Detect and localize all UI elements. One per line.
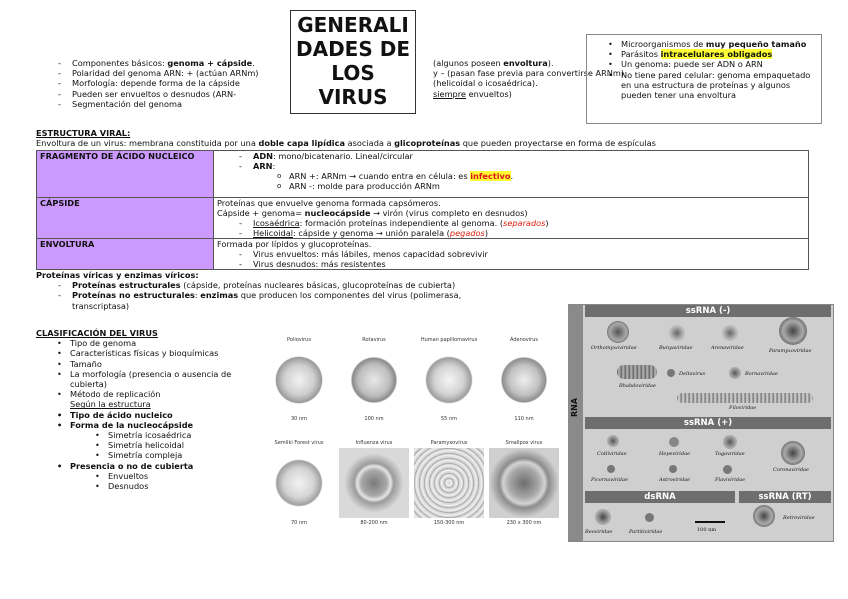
family-label: Hepeviridae <box>659 451 691 457</box>
list-item: • Características físicas y bioquímicas <box>56 348 266 358</box>
virus-icon <box>723 465 732 474</box>
virus-icon <box>677 393 813 403</box>
family-label: Picornaviridae <box>591 477 628 483</box>
virus-icon <box>669 465 677 473</box>
list-item: • Desnudos <box>94 481 266 491</box>
family-label: Coltiviridae <box>597 451 627 457</box>
virus-icon <box>607 321 629 343</box>
list-item: • Parásitos intracelulares obligados <box>607 49 813 59</box>
list-item: • Tipo de genoma <box>56 338 266 348</box>
row-content: Proteínas que envuelve genoma formada capsómeros. Cápside + genoma= nucleocápside → virón (virus completo en desnudos) - Icosaédrica: formación proteínas independiente al genoma. (separados) - Helicoidal: cápside y genoma → unión paralela (pegados) <box>214 198 809 239</box>
ssrna-rt-bar: ssRNA (RT) <box>739 491 831 503</box>
poliovirus-image <box>264 345 334 415</box>
smallpox-virus-image <box>489 448 559 518</box>
family-label: Deltavirus <box>679 371 706 377</box>
row-label: ENVOLTURA <box>37 239 214 270</box>
structure-intro: Envoltura de un virus: membrana constituida por una doble capa lipídica asociada a glicoproteínas que pueden proyectarse en forma de espículas <box>36 138 656 149</box>
list-item: - Pueden ser envueltos o desnudos (ARN- <box>58 89 286 99</box>
influenza-virus-image <box>339 448 409 518</box>
virus-icon <box>607 435 619 447</box>
photo-scale: 55 nm <box>441 416 457 422</box>
rna-virus-families-figure <box>568 304 834 542</box>
note-line: y – (pasan fase previa para convertirse ARNm) <box>433 68 625 79</box>
note-line: (helicoidal o icosaédrica). <box>433 78 538 89</box>
note-line: (algunos poseen envoltura). <box>433 58 554 68</box>
row-content: Formada por lípidos y glucoproteínas. - Virus envueltos: más lábiles, menos capacidad sobrevivir - Virus desnudos: más resistentes <box>214 239 809 270</box>
table-row <box>37 198 809 239</box>
section-heading: Proteínas víricas y enzimas víricos: <box>36 270 199 280</box>
family-label: Togaviridae <box>715 451 745 457</box>
family-label: Rhabdoviridae <box>619 383 656 389</box>
proteins-section: Proteínas víricas y enzimas víricos: - Proteínas estructurales (cápside, proteínas nucleares básicas, glucoproteínas de cubierta) - Proteínas no estructurales: enzimas que producen los componentes del virus (polimerasa, transcriptasa) <box>36 270 556 311</box>
section-heading: CLASIFICACIÓN DEL VIRUS <box>36 328 158 338</box>
list-item: • Simetría helicoidal <box>94 440 266 450</box>
list-item: • Microorganismos de muy pequeño tamaño <box>607 39 813 49</box>
photo-caption: Smallpox virus <box>505 440 543 446</box>
photo-scale: 100 nm <box>364 416 384 422</box>
table-row <box>37 239 809 270</box>
side-label: RNA <box>570 397 579 417</box>
virus-icon <box>617 365 657 379</box>
virus-icon <box>722 325 738 341</box>
summary-box <box>586 34 822 124</box>
list-item: • Método de replicación <box>56 389 266 399</box>
photo-scale: 80-200 nm <box>360 520 388 526</box>
photo-caption: Human papillomavirus <box>420 337 478 343</box>
virus-icon <box>607 465 615 473</box>
photo-caption: Semliki Forest virus <box>274 440 324 446</box>
list-item: - Morfología: depende forma de la cápside <box>58 78 286 88</box>
list-item: - Proteínas no estructurales: enzimas que producen los componentes del virus (polimerasa, <box>58 290 556 300</box>
photo-caption: Paramyxovirus <box>430 440 468 446</box>
family-label: Filoviridae <box>729 405 757 411</box>
family-label: Partitiviridae <box>629 529 663 535</box>
side-bar <box>569 305 583 541</box>
photo-scale: 230 x 300 nm <box>506 520 542 526</box>
structure-section <box>36 128 826 148</box>
photo-caption: Rotavirus <box>362 337 386 343</box>
photo-scale: 150-300 nm <box>433 520 465 526</box>
virus-icon <box>779 317 807 345</box>
virus-icon <box>669 325 685 341</box>
classification-section: CLASIFICACIÓN DEL VIRUS • Tipo de genoma • Características físicas y bioquímicas • Tamaño • La morfología (presencia o ausencia de cubierta) • Método de replicación Según la estructura • Tipo de ácido nucleico • Forma de la nucleocápside • Simetría icosaédrica • Simetría helicoidal • Simetría compleja • Presencia o no de cubierta • Envueltos • Desnudos <box>36 328 266 491</box>
list-item: • Tipo de ácido nucleico <box>56 410 266 420</box>
virus-icon <box>667 369 675 377</box>
virus-icon <box>729 367 741 379</box>
list-item: - Segmentación del genoma <box>58 99 286 109</box>
intro-list <box>58 58 286 109</box>
family-label: Flaviviridae <box>715 477 746 483</box>
family-label: Orthomyxoviridae <box>591 345 637 351</box>
note-line: siempre envueltos) <box>433 88 512 99</box>
family-label: Arenaviridae <box>711 345 744 351</box>
list-item: • Presencia o no de cubierta <box>56 461 266 471</box>
virus-icon <box>595 509 611 525</box>
title-line: DADES DE <box>296 37 410 61</box>
family-label: Astroviridae <box>659 477 691 483</box>
list-item: • No tiene pared celular: genoma empaquetado en una estructura de proteínas y algunos pueden tener una envoltura <box>607 70 813 101</box>
page-title <box>290 10 416 114</box>
family-label: Reoviridae <box>585 529 613 535</box>
list-item: • Envueltos <box>94 471 266 481</box>
semliki-virus-image <box>264 448 334 518</box>
list-item: • Tamaño <box>56 359 266 369</box>
list-item: - Polaridad del genoma ARN: + (actúan ARNm) <box>58 68 286 78</box>
table-row <box>37 151 809 198</box>
list-item: - Componentes básicos: genoma + cápside. <box>58 58 286 68</box>
list-item: • Simetría icosaédrica <box>94 430 266 440</box>
scale-bar <box>695 521 725 523</box>
photo-caption: Poliovirus <box>287 337 311 343</box>
row-content: - ADN: mono/bicatenario. Lineal/circular - ARN: o ARN +: ARNm → cuando entra en célula: es infectivo. o ARN -: molde para producción ARNm <box>214 151 809 198</box>
scale-label: 100 nm <box>697 527 717 533</box>
photo-caption: Influenza virus <box>355 440 393 446</box>
virus-icon <box>781 441 805 465</box>
row-label: FRAGMENTO DE ÁCIDO NUCLEICO <box>37 151 214 198</box>
family-label: Paramyxoviridae <box>769 348 812 354</box>
title-line: GENERALI <box>297 13 409 37</box>
family-label: Coronaviridae <box>773 467 809 473</box>
row-label: CÁPSIDE <box>37 198 214 239</box>
virus-icon <box>669 437 679 447</box>
virus-icon <box>723 435 737 449</box>
structure-table <box>36 150 809 270</box>
dsrna-bar: dsRNA <box>585 491 735 503</box>
rotavirus-image <box>339 345 409 415</box>
photo-scale: 110 nm <box>514 416 534 422</box>
list-item: • Simetría compleja <box>94 450 266 460</box>
list-item: • La morfología (presencia o ausencia de <box>56 369 266 379</box>
photo-scale: 70 nm <box>291 520 307 526</box>
photo-scale: 30 nm <box>291 416 307 422</box>
title-line: VIRUS <box>318 85 388 109</box>
list-item: • Un genoma: puede ser ADN o ARN <box>607 59 813 69</box>
papillomavirus-image <box>414 345 484 415</box>
family-label: Bunyaviridae <box>659 345 693 351</box>
photo-caption: Adenovirus <box>510 337 538 343</box>
family-label: Retroviridae <box>783 515 815 521</box>
list-item: - Proteínas estructurales (cápside, proteínas nucleares básicas, glucoproteínas de cubierta) <box>58 280 556 290</box>
title-line: LOS <box>331 61 375 85</box>
virus-icon <box>645 513 654 522</box>
list-item: • Forma de la nucleocápside <box>56 420 266 430</box>
adenovirus-image <box>489 345 559 415</box>
section-heading: ESTRUCTURA VIRAL: <box>36 128 131 138</box>
paramyxovirus-image <box>414 448 484 518</box>
ssrna-pos-bar: ssRNA (+) <box>585 417 831 429</box>
family-label: Bornaviridae <box>745 371 778 377</box>
ssrna-neg-bar: ssRNA (-) <box>585 305 831 317</box>
virus-icon <box>753 505 775 527</box>
